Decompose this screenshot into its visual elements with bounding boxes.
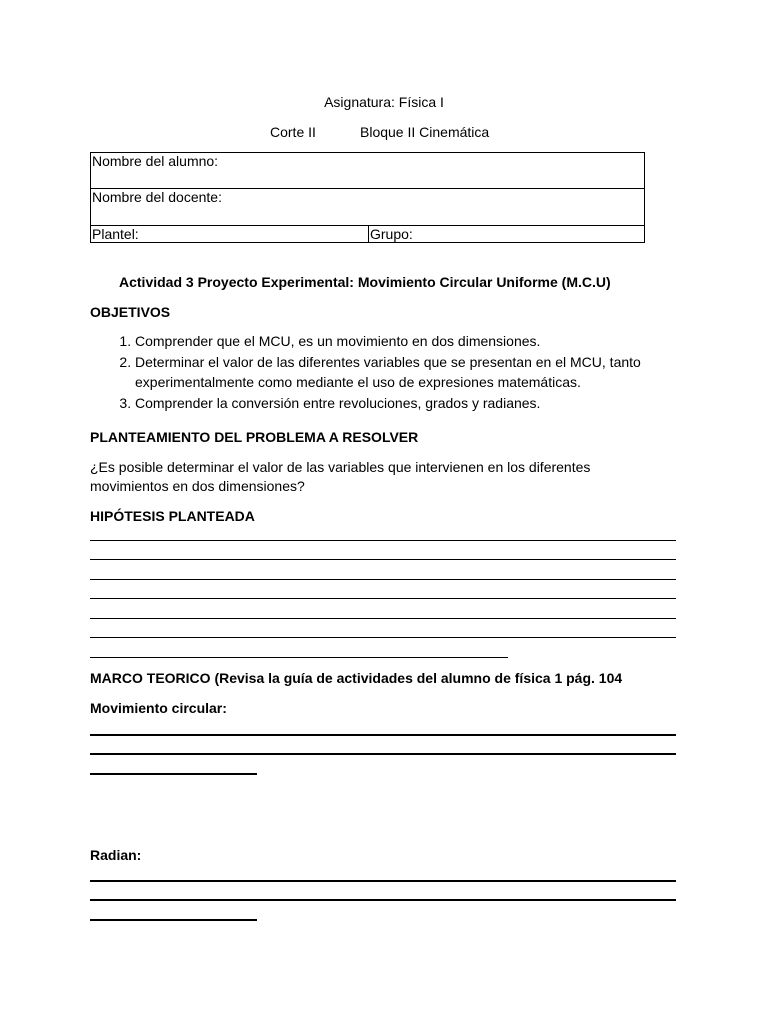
objective-item: 3. Comprender la conversión entre revoluciones, grados y radianes. <box>135 393 735 414</box>
student-name-field[interactable] <box>91 153 645 189</box>
answer-line <box>90 716 676 736</box>
grupo-label: Grupo: <box>370 226 413 242</box>
problem-heading: PLANTEAMIENTO DEL PROBLEMA A RESOLVER <box>90 429 419 445</box>
teacher-name-field[interactable] <box>91 189 645 226</box>
answer-line <box>90 755 257 775</box>
objective-item: 1. Comprender que el MCU, es un movimiento en dos dimensiones. <box>135 331 735 352</box>
hypothesis-answer-lines[interactable] <box>90 521 676 658</box>
answer-line <box>90 901 257 921</box>
answer-line <box>90 560 676 580</box>
answer-line <box>90 541 676 561</box>
answer-line <box>90 619 676 639</box>
circular-motion-label: Movimiento circular: <box>90 700 227 716</box>
radian-label: Radian: <box>90 847 142 863</box>
bloque-label: Bloque II Cinemática <box>360 124 490 140</box>
grupo-field[interactable] <box>369 226 645 243</box>
answer-line <box>90 882 676 902</box>
radian-answer-lines[interactable] <box>90 862 676 921</box>
answer-line <box>90 521 676 541</box>
objectives-heading: OBJETIVOS <box>90 304 171 320</box>
activity-title: Actividad 3 Proyecto Experimental: Movimiento Circular Uniforme (M.C.U) <box>119 274 611 290</box>
framework-heading: MARCO TEORICO (Revisa la guía de actividades del alumno de física 1 pág. 104 <box>90 670 623 686</box>
corte-label: Corte II <box>270 124 316 140</box>
answer-line <box>90 638 508 658</box>
subject-title: Asignatura: Física I <box>324 94 444 110</box>
answer-line <box>90 580 676 600</box>
hypothesis-heading: HIPÓTESIS PLANTEADA <box>90 508 255 524</box>
student-info-table <box>90 152 645 243</box>
problem-text-line-1: ¿Es posible determinar el valor de las variables que intervienen en los diferentes <box>90 459 591 475</box>
plantel-field[interactable] <box>91 226 369 243</box>
answer-line <box>90 736 676 756</box>
objective-item: 2. Determinar el valor de las diferentes variables que se presentan en el MCU, tanto experimentalmente como mediante el uso de expresiones matemáticas. <box>135 352 665 393</box>
answer-line <box>90 862 676 882</box>
teacher-name-label: Nombre del docente: <box>92 189 222 205</box>
circular-motion-answer-lines[interactable] <box>90 716 676 775</box>
problem-text-line-2: movimientos en dos dimensiones? <box>90 478 305 494</box>
plantel-label: Plantel: <box>92 226 139 242</box>
student-name-label: Nombre del alumno: <box>92 153 219 169</box>
objectives-list <box>90 331 735 413</box>
answer-line <box>90 599 676 619</box>
